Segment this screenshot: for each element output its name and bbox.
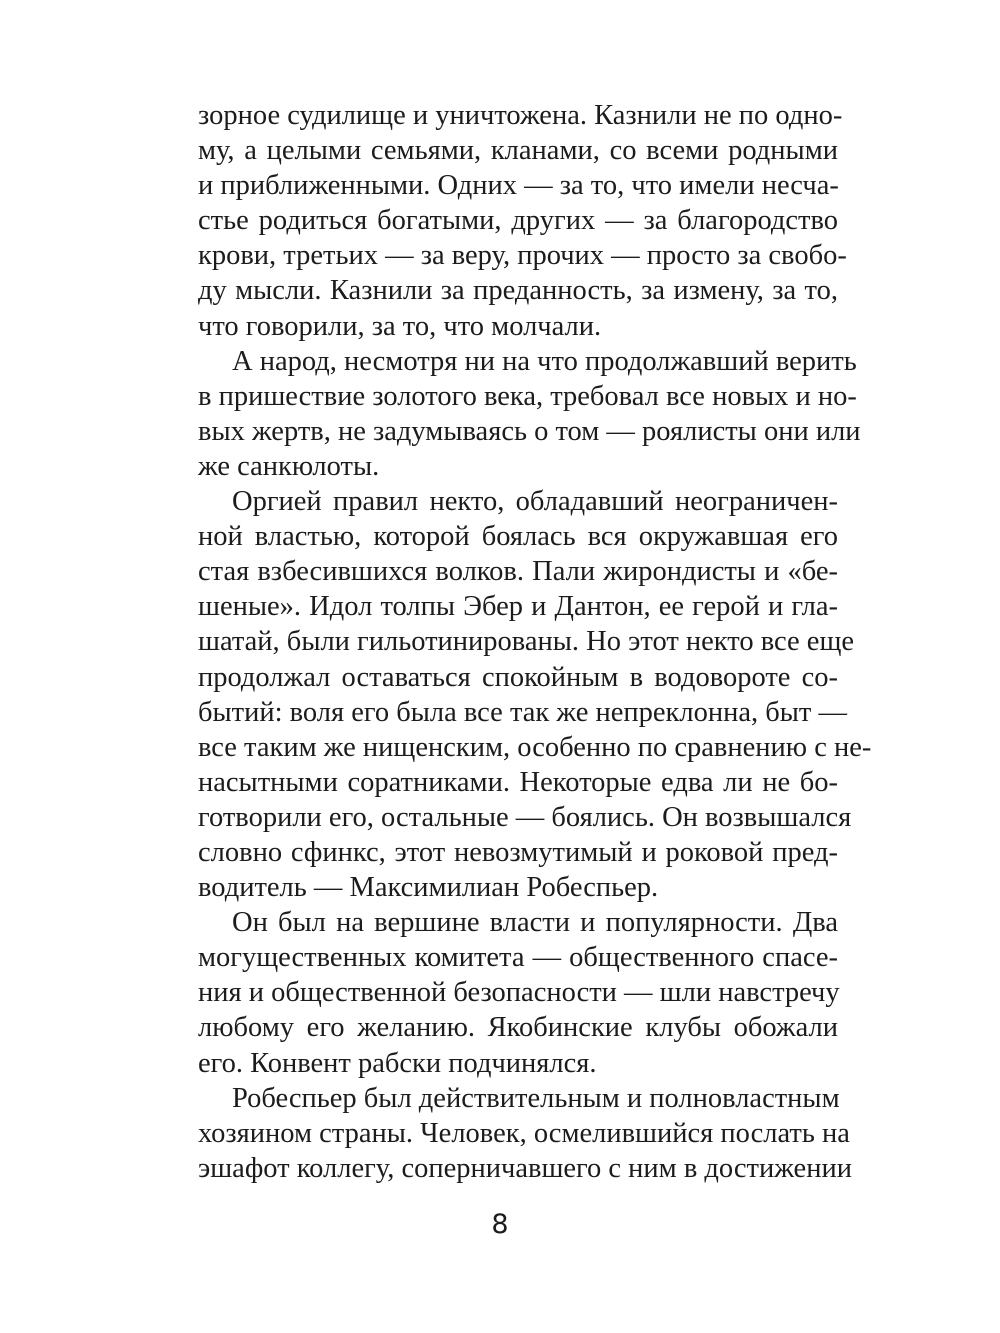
text-line: ной властью, которой боялась вся окружавшая его bbox=[198, 521, 838, 553]
text-line: хозяином страны. Человек, осмелившийся послать на bbox=[198, 1117, 850, 1149]
text-line: ду мысли. Казнили за преданность, за измену, за то, bbox=[198, 275, 838, 307]
text-line: водитель — Максимилиан Робеспьер. bbox=[198, 872, 659, 904]
paragraph-start-line: Он был на вершине власти и популярности. Два bbox=[232, 907, 838, 939]
text-line: насытными соратниками. Некоторые едва ли не бо- bbox=[198, 766, 838, 798]
text-line: любому его желанию. Якобинские клубы обожали bbox=[198, 1012, 838, 1044]
text-line: продолжал оставаться спокойным в водовороте со- bbox=[198, 661, 838, 693]
text-line: стье родиться богатыми, других — за благородство bbox=[198, 205, 838, 237]
text-line: его. Конвент рабски подчинялся. bbox=[198, 1047, 597, 1079]
text-line: стая взбесившихся волков. Пали жирондисты и «бе- bbox=[198, 556, 838, 588]
paragraph-start-line: А народ, несмотря ни на что продолжавший верить bbox=[232, 345, 857, 377]
text-line: вых жертв, не задумываясь о том — роялисты они или bbox=[198, 415, 861, 447]
text-line: ния и общественной безопасности — шли навстречу bbox=[198, 977, 840, 1009]
paragraph-start-line: Робеспьер был действительным и полновластным bbox=[232, 1082, 840, 1114]
text-line: в пришествие золотого века, требовал все новых и но- bbox=[198, 380, 857, 412]
body-text bbox=[198, 98, 872, 1186]
paragraph-start-line: Оргией правил некто, обладавший неограничен- bbox=[232, 486, 838, 518]
text-line: шеные». Идол толпы Эбер и Дантон, ее герой и гла- bbox=[198, 591, 838, 623]
text-line: му, а целыми семьями, кланами, со всеми родными bbox=[198, 135, 838, 167]
text-line: шатай, были гильотинированы. Но этот некто все еще bbox=[198, 626, 855, 658]
text-line: что говорили, за то, что молчали. bbox=[198, 310, 602, 342]
text-line: словно сфинкс, этот невозмутимый и роковой пред- bbox=[198, 836, 838, 868]
text-line: бытий: воля его была все так же непреклонна, быт — bbox=[198, 696, 847, 728]
text-line: зорное судилище и уничтожена. Казнили не по одно- bbox=[198, 100, 843, 131]
text-line: крови, третьих — за веру, прочих — просто за свобо- bbox=[198, 240, 847, 272]
text-line: готворили его, остальные — боялись. Он возвышался bbox=[198, 801, 852, 833]
text-line: могущественных комитета — общественного спасе- bbox=[198, 942, 838, 974]
text-line: же санкюлоты. bbox=[198, 450, 380, 482]
text-line: эшафот коллегу, соперничавшего с ним в достижении bbox=[198, 1152, 852, 1184]
text-line: и приближенными. Одних — за то, что имели несча- bbox=[198, 170, 839, 202]
text-line: все таким же нищенским, особенно по сравнению с не- bbox=[198, 731, 872, 763]
page-number: 8 bbox=[491, 1209, 509, 1240]
